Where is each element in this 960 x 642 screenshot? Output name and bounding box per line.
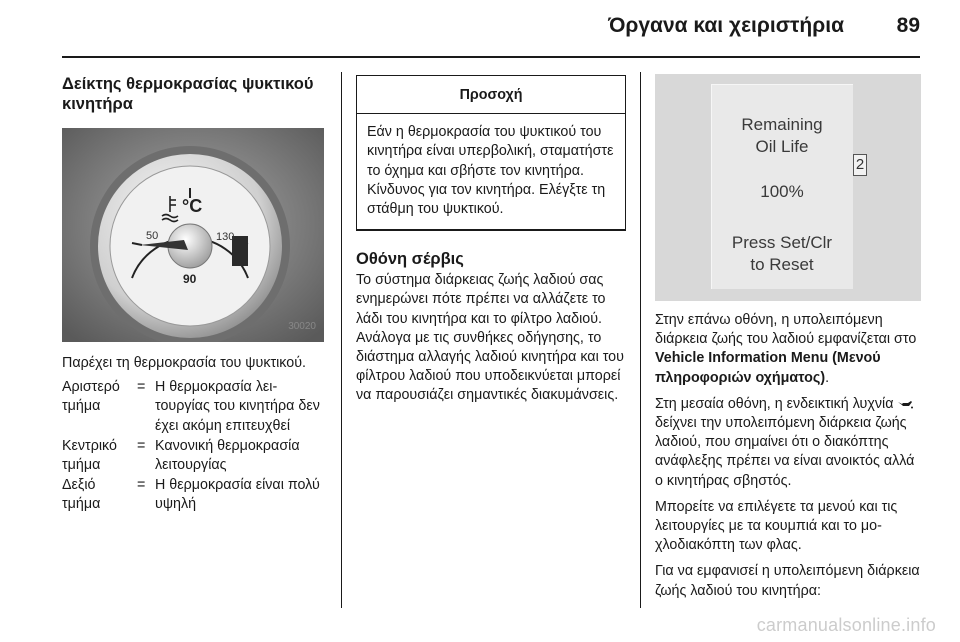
definition-term: Αριστερό τμήμα <box>62 379 120 415</box>
upper-display-paragraph <box>655 311 921 388</box>
display-line-to-reset: to Reset <box>750 255 814 274</box>
header-rule <box>62 56 920 58</box>
coolant-gauge-intro: Παρέχει τη θερμοκρασία του ψυκτικού. <box>62 355 307 371</box>
gauge-unit-label: °C <box>182 196 203 216</box>
display-page-badge: 2 <box>853 154 867 176</box>
upper-display-text-end: . <box>825 369 830 386</box>
definition-description: Η θερμοκρασία λειτουργίας του κινητήρα δεν έχει ακόμη επιτευχθεί <box>155 379 320 434</box>
definition-description: Κανονική θερμοκρασία λειτουργίας <box>155 437 300 474</box>
definition-equals: = <box>137 477 146 494</box>
service-display-heading: Οθόνη σέρβις <box>356 250 464 269</box>
definition-equals: = <box>137 437 146 454</box>
definition-term: Δεξιό τμήμα <box>62 477 101 513</box>
left-column <box>62 74 324 516</box>
middle-display-text: Στη μεσαία οθόνη, η ενδεικτική λυχνία <box>655 395 898 412</box>
column-divider-right <box>640 72 641 608</box>
definition-row <box>62 378 324 436</box>
page-number: 89 <box>896 14 920 37</box>
display-oil-life-percent: 100% <box>760 182 804 201</box>
service-display-text: Το σύστημα διάρκειας ζωής λαδιού σας ενημερώνει πότε πρέπει να αλλάζετε το λάδι του κινητήρα και το φίλτρο λαδιού. Ανάλογα με τις συνθήκες οδήγησης, το διάστημα αλλαγής λαδιού κινητήρα και του φίλτρου λαδιού που υποδεικνύεται μπορεί να παρουσιάζει σημαντικές διακυμάνσεις. <box>356 272 624 404</box>
menu-selection-paragraph: Μπορείτε να επιλέγετε τα μενού και τις λειτουργίες με τα κουμπιά και το μοχλοδιακόπτη των φλας. <box>655 498 898 554</box>
watermark-text: carmanualsonline.info <box>756 615 936 635</box>
coolant-gauge-figure <box>62 128 324 342</box>
display-line-press-set: Press Set/Clr <box>731 233 833 252</box>
definition-term: Κεντρικό τμήμα <box>62 437 117 474</box>
gauge-tick-label-high: 130 <box>216 231 235 243</box>
column-divider-left <box>341 72 342 608</box>
caution-title: Προσοχή <box>357 76 625 114</box>
definition-row <box>62 476 324 514</box>
vehicle-info-menu-term: Vehicle Information Menu (Μενού πληροφοριών οχήματος) <box>655 350 881 386</box>
caution-box <box>356 75 626 231</box>
coolant-gauge-heading: Δείκτης θερμοκρασίας ψυκτικού κινητήρα <box>62 75 314 113</box>
definition-equals: = <box>137 379 146 396</box>
middle-display-paragraph <box>655 395 921 491</box>
oil-can-icon <box>897 399 913 409</box>
middle-display-text-end: δείχνει την υπολειπόμενη διάρκεια ζωής λαδιού, που σημαίνει ότι ο διακόπτης ανάφλεξης πρέπει να είναι ανοικτός αλλά ο κινητήρας σβηστός. <box>655 415 915 489</box>
page-header-title: Όργανα και χειριστήρια <box>608 14 844 37</box>
definition-list <box>62 378 324 514</box>
gauge-tick-label-mid: 90 <box>183 272 197 286</box>
caution-text: Εάν η θερμοκρασία του ψυκτικού του κινητήρα είναι υπερβολική, σταματήστε το όχημα και σβήστε τον κινητήρα. Κίνδυνος για τον κινητήρα. Ελέγξτε τη στάθμη του ψυκτικού. <box>367 124 614 218</box>
gauge-tick-label-low: 50 <box>146 230 159 242</box>
show-remaining-life-paragraph: Για να εμφανισεί η υπολειπόμενη διάρκεια ζωής λαδιού του κινητήρα: <box>655 563 920 599</box>
middle-column <box>356 74 626 406</box>
oil-life-display-figure <box>655 74 921 301</box>
definition-description: Η θερμοκρασία είναι πολύ υψηλή <box>155 477 320 513</box>
upper-display-text: Στην επάνω οθόνη, η υπολειπόμενη διάρκεια ζωής του λαδιού εμφανίζεται στο <box>655 312 917 348</box>
right-column <box>655 74 921 601</box>
figure-number: 30020 <box>288 320 316 332</box>
definition-row <box>62 437 324 475</box>
oil-life-display-screen <box>711 84 853 289</box>
display-line-oil-life: Oil Life <box>755 137 809 156</box>
display-line-remaining: Remaining <box>741 115 823 134</box>
